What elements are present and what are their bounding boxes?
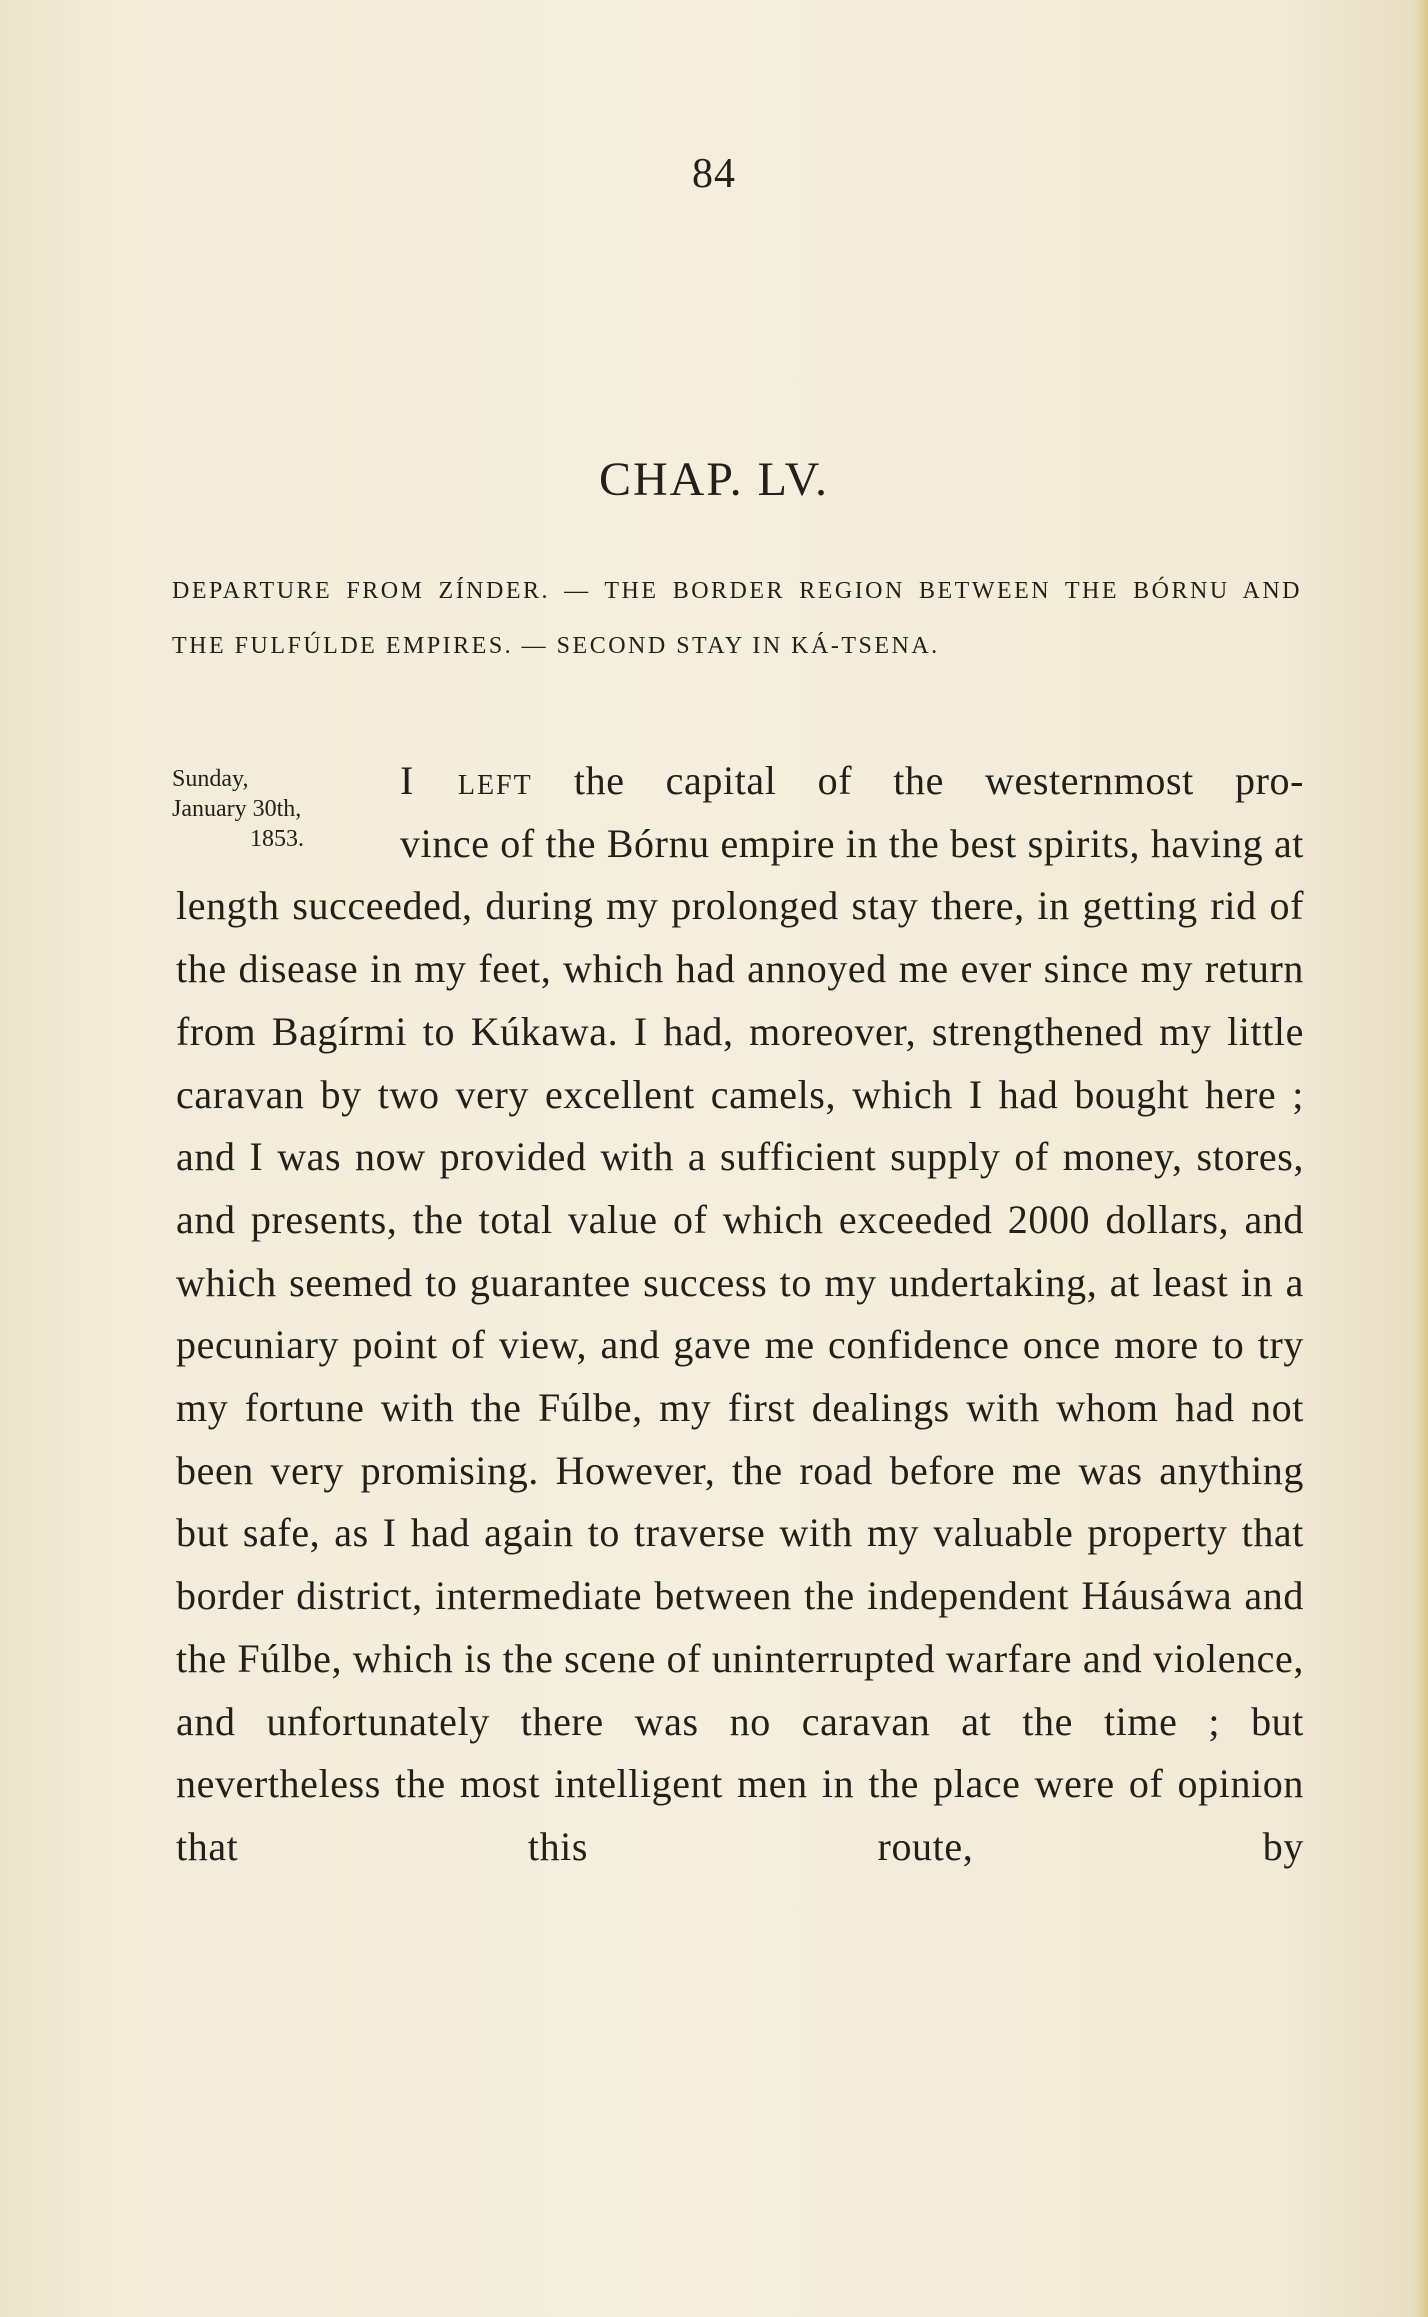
sidenote-year: 1853. [250,826,304,852]
chapter-summary: DEPARTURE FROM ZÍNDER. — THE BORDER REGION BETWEEN THE BÓRNU AND THE FULFÚLDE EMPIRES. — SECOND STAY IN KÁ-TSENA. [172,578,1302,659]
chapter-title: CHAP. LV. [598,453,830,506]
first-line-text: the capital of the westernmost pro- [573,758,1305,803]
page-edge [1414,0,1428,2317]
body-paragraph [176,750,1304,1879]
second-line-text: vince of the Bórnu empire in the best [400,820,1017,866]
sidenote-date: January 30th, [172,796,302,822]
sidenote-day: Sunday, [172,766,249,792]
page-number: 84 [692,151,736,197]
opening-words: I left [400,758,533,803]
paragraph-text: spirits, having at length succeeded, during my prolonged stay there, in getting rid of the disease in my feet, which had annoyed me ever since my return from Bagírmi to Kúkawa. I had, moreover, strengthened my little caravan by two very excellent camels, which I had bought here ; and I was now provided with a sufficient supply of money, stores, and presents, the total value of which exceeded 2000 dollars, and which seemed to guarantee success to my undertaking, at least in a pecuniary point of view, and gave me confidence once more to try my fortune with the Fúlbe, my first dealings with whom had not been very promising. However, the road before me was anything but safe, as I had again to traverse with my valuable property that border district, intermediate between the independent Háusáwa and the Fúlbe, which is the scene of uninterrupted warfare and violence, and unfortunately there was no caravan at the time ; but nevertheless the most intelligent men in the place were of opinion that this route, by [176,820,1305,1869]
